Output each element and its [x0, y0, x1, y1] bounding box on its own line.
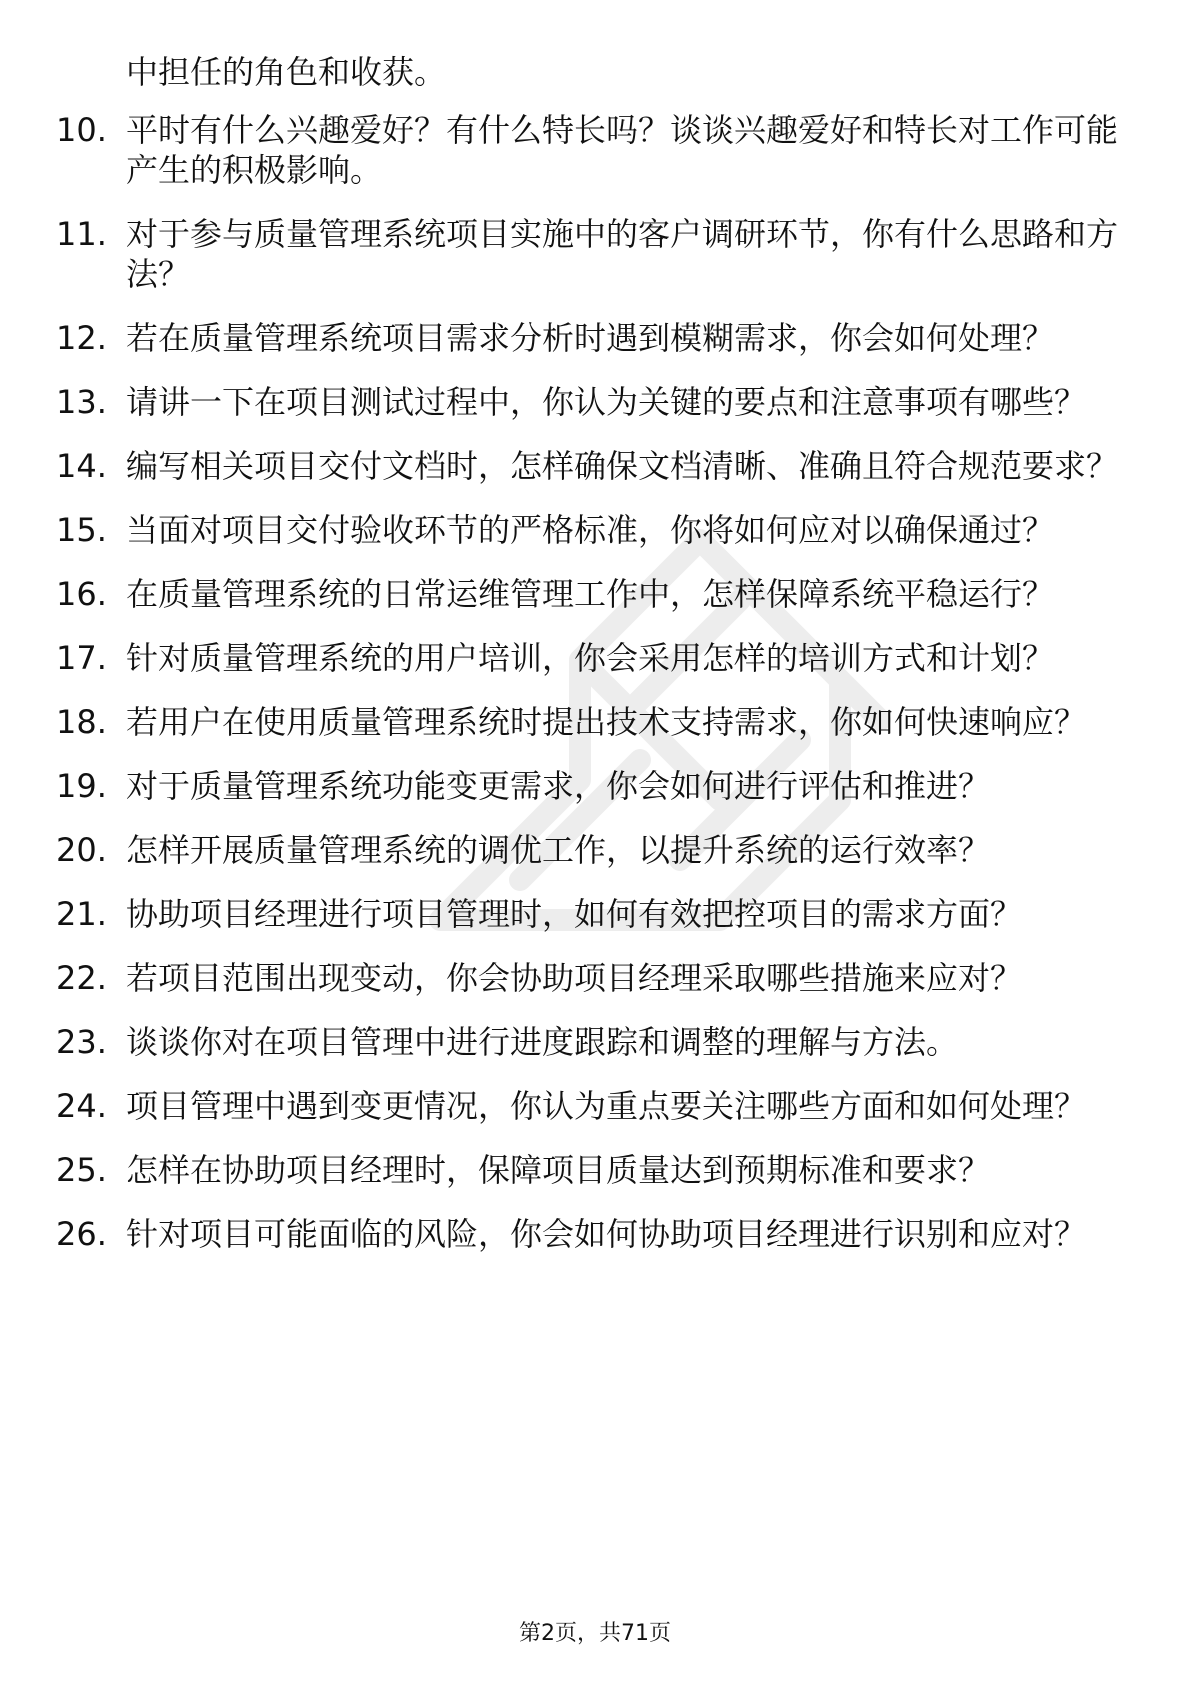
question-text: 若在质量管理系统项目需求分析时遇到模糊需求，你会如何处理？	[126, 319, 1055, 357]
question-number: 23.	[56, 1023, 107, 1061]
question-text: 对于质量管理系统功能变更需求，你会如何进行评估和推进？	[126, 767, 991, 805]
question-number: 24.	[56, 1087, 107, 1125]
question-text: 平时有什么兴趣爱好？有什么特长吗？谈谈兴趣爱好和特长对工作可能产生的积极影响。	[126, 111, 1119, 189]
list-item	[0, 574, 1190, 614]
question-text: 对于参与质量管理系统项目实施中的客户调研环节，你有什么思路和方法？	[126, 215, 1119, 293]
question-text: 谈谈你对在项目管理中进行进度跟踪和调整的理解与方法。	[126, 1023, 959, 1061]
list-item	[0, 958, 1190, 998]
list-item	[0, 894, 1190, 934]
list-item	[0, 1150, 1190, 1190]
question-list	[0, 110, 1190, 1278]
question-number: 18.	[56, 703, 107, 741]
question-text: 若项目范围出现变动，你会协助项目经理采取哪些措施来应对？	[126, 959, 1023, 997]
question-number: 25.	[56, 1151, 107, 1189]
question-number: 11.	[56, 215, 107, 253]
list-item	[0, 382, 1190, 422]
list-item	[0, 766, 1190, 806]
question-number: 19.	[56, 767, 107, 805]
list-item	[0, 830, 1190, 870]
question-number: 14.	[56, 447, 107, 485]
list-item	[0, 446, 1190, 486]
question-number: 16.	[56, 575, 107, 613]
list-item	[0, 1086, 1190, 1126]
question-number: 15.	[56, 511, 107, 549]
question-text: 项目管理中遇到变更情况，你认为重点要关注哪些方面和如何处理？	[126, 1087, 1087, 1125]
question-text: 编写相关项目交付文档时，怎样确保文档清晰、准确且符合规范要求？	[126, 447, 1119, 485]
list-item	[0, 638, 1190, 678]
list-item	[0, 110, 1190, 190]
list-item	[0, 1214, 1190, 1254]
list-item	[0, 510, 1190, 550]
page-footer: 第2页，共71页	[519, 1621, 671, 1646]
question-number: 22.	[56, 959, 107, 997]
continuation-text: 中担任的角色和收获。	[126, 53, 447, 91]
question-number: 17.	[56, 639, 107, 677]
list-item	[0, 214, 1190, 294]
question-text: 针对项目可能面临的风险，你会如何协助项目经理进行识别和应对？	[126, 1215, 1087, 1253]
list-item	[0, 1022, 1190, 1062]
question-text: 怎样在协助项目经理时，保障项目质量达到预期标准和要求？	[126, 1151, 991, 1189]
question-text: 若用户在使用质量管理系统时提出技术支持需求，你如何快速响应？	[126, 703, 1087, 741]
question-text: 在质量管理系统的日常运维管理工作中，怎样保障系统平稳运行？	[126, 575, 1055, 613]
question-number: 10.	[56, 111, 107, 149]
list-item	[0, 702, 1190, 742]
question-text: 怎样开展质量管理系统的调优工作，以提升系统的运行效率？	[126, 831, 991, 869]
question-text: 请讲一下在项目测试过程中，你认为关键的要点和注意事项有哪些？	[126, 383, 1087, 421]
question-text: 针对质量管理系统的用户培训，你会采用怎样的培训方式和计划？	[126, 639, 1055, 677]
question-text: 协助项目经理进行项目管理时，如何有效把控项目的需求方面？	[126, 895, 1023, 933]
question-number: 20.	[56, 831, 107, 869]
question-text: 当面对项目交付验收环节的严格标准，你将如何应对以确保通过？	[126, 511, 1055, 549]
question-number: 13.	[56, 383, 107, 421]
question-number: 26.	[56, 1215, 107, 1253]
question-number: 12.	[56, 319, 107, 357]
question-number: 21.	[56, 895, 107, 933]
list-item	[0, 318, 1190, 358]
